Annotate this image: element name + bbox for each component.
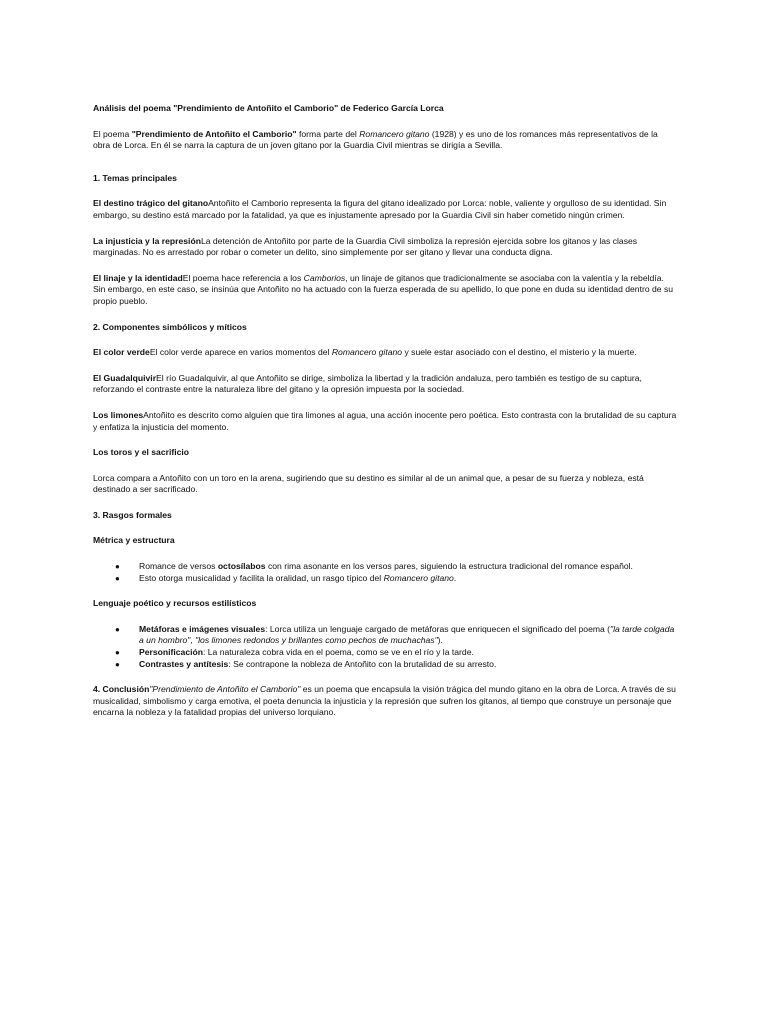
theme-linaje-label: El linaje y la identidad <box>93 272 183 283</box>
symbol-verde-text-a: El color verde aparece en varios momentos del <box>149 347 332 358</box>
intro-text-2: forma parte del <box>296 128 360 139</box>
lenguaje-list <box>93 624 677 670</box>
bullet-icon: ● <box>115 648 120 658</box>
lenguaje-1-q2: "los limones redondos y brillantes como pechos de muchachas" <box>195 635 438 646</box>
symbol-verde <box>93 347 677 359</box>
theme-linaje-text-b: , un linaje de gitanos que tradicionalmente se asociaba con la valentía y la rebeldía. Sin embargo, en este caso, se insinúa que Antoñito no ha actuado con la fuerza esperada de su apellido, lo que pone en duda su identidad dentro de su propio pueblo. <box>93 272 674 306</box>
section-3-heading: 3. Rasgos formales <box>93 509 172 520</box>
symbol-verde-italic: Romancero gitano <box>331 347 403 358</box>
theme-destino-label: El destino trágico del gitano <box>93 198 209 209</box>
metrica-2-italic: Romancero gitano <box>383 572 454 583</box>
section-2-heading: 2. Componentes simbólicos y míticos <box>93 321 247 332</box>
bullet-icon: ● <box>115 573 120 583</box>
symbol-limones <box>93 410 677 433</box>
metrica-1-b: con rima asonante en los versos pares, siguiendo la estructura tradicional del romance español. <box>265 561 633 572</box>
document-content <box>93 103 677 733</box>
lenguaje-1-c: , <box>190 635 196 646</box>
lenguaje-3-label: Contrastes y antítesis <box>139 658 229 669</box>
intro-bold-title: "Prendimiento de Antoñito el Camborio" <box>131 128 297 139</box>
lenguaje-2-label: Personificación <box>139 647 203 658</box>
symbol-guadalquivir-label: El Guadalquivir <box>93 372 157 383</box>
symbol-limones-text: Antoñito es descrito como alguien que tira limones al agua, una acción inocente pero poética. Esto contrasta con la brutalidad de su captura y enfatiza la injusticia del momento. <box>93 409 677 432</box>
lenguaje-1-a: : Lorca utiliza un lenguaje cargado de metáforas que enriquecen el significado del poema ( <box>265 623 611 634</box>
lenguaje-2-a: : La naturaleza cobra vida en el poema, como se ve en el río y la tarde. <box>203 647 474 658</box>
conclusion-italic: "Prendimiento de Antoñito el Camborio" <box>149 684 301 695</box>
intro-text-1: El poema <box>93 128 132 139</box>
list-item <box>93 647 677 659</box>
conclusion-text: es un poema que encapsula la visión trágica del mundo gitano en la obra de Lorca. A través de su musicalidad, simbolismo y carga emotiva, el poeta denuncia la injusticia y la represión que sufren los gitanos, al tiempo que construye un personaje que encarna la nobleza y la fatalidad propias del universo lorquiano. <box>93 684 676 718</box>
lenguaje-1-q1: "la tarde colgada a un hombro" <box>139 623 675 646</box>
theme-injusticia-text: La detención de Antoñito por parte de la Guardia Civil simboliza la represión ejercida sobre los gitanos y las clases marginadas. No es arrestado por robar o cometer un delito, sino simplemente por ser gitano y llevar una conducta digna. <box>93 235 638 258</box>
metrica-2-b: . <box>453 572 457 583</box>
conclusion-paragraph <box>93 684 677 719</box>
list-item <box>93 561 677 573</box>
lenguaje-3-a: : Se contrapone la nobleza de Antoñito con la brutalidad de su arresto. <box>228 658 497 669</box>
metrica-1-a: Romance de versos <box>139 561 218 572</box>
list-item <box>93 573 677 585</box>
document-title: Análisis del poema "Prendimiento de Antoñito el Camborio" de Federico García Lorca <box>93 103 444 113</box>
intro-paragraph <box>93 129 677 152</box>
metrica-list <box>93 561 677 584</box>
list-item <box>93 659 677 671</box>
symbol-guadalquivir-text: El río Guadalquivir, al que Antoñito se dirige, simboliza la libertad y la tradición andaluza, pero también es testigo de su captura, reforzando el contraste entre la naturaleza libre del gitano y la opresión impuesta por la sociedad. <box>93 372 642 395</box>
bullet-icon: ● <box>115 624 120 634</box>
lenguaje-1-d: ). <box>437 635 443 646</box>
lenguaje-1-label: Metáforas e imágenes visuales <box>139 623 266 634</box>
theme-injusticia-label: La injusticia y la represión <box>93 235 201 246</box>
bullet-icon: ● <box>115 562 120 572</box>
theme-injusticia <box>93 236 677 259</box>
list-item <box>93 624 677 647</box>
theme-destino-text: Antoñito el Camborio representa la figura del gitano idealizado por Lorca: noble, valiente y orgulloso de su identidad. Sin embargo, su destino está marcado por la fatalidad, ya que es injustamente apresado por la Guardia Civil sin haber cometido ningún crimen. <box>93 198 667 220</box>
theme-linaje-italic: Camborios <box>303 272 346 283</box>
metrica-2-a: Esto otorga musicalidad y facilita la oralidad, un rasgo típico del <box>139 572 384 583</box>
section-1-heading: 1. Temas principales <box>93 172 177 183</box>
lenguaje-heading: Lenguaje poético y recursos estilísticos <box>93 598 257 609</box>
symbol-limones-label: Los limones <box>93 409 144 420</box>
conclusion-label: 4. Conclusión <box>93 684 150 695</box>
intro-text-3: (1928) y es uno de los romances más representativos de la obra de Lorca. En él se narra la captura de un joven gitano por la Guardia Civil mientras se dirigía a Sevilla. <box>93 128 658 151</box>
theme-linaje <box>93 273 677 308</box>
theme-linaje-text-a: El poema hace referencia a los <box>182 272 304 283</box>
theme-destino <box>93 198 677 221</box>
symbol-toros-text: Lorca compara a Antoñito con un toro en la arena, sugiriendo que su destino es similar al de un animal que, a pesar de su fuerza y nobleza, está destinado a ser sacrificado. <box>93 472 644 495</box>
intro-italic-book: Romancero gitano <box>359 128 430 139</box>
symbol-verde-text-b: y suele estar asociado con el destino, el misterio y la muerte. <box>402 347 637 358</box>
symbol-toros-heading: Los toros y el sacrificio <box>93 447 189 458</box>
symbol-verde-label: El color verde <box>93 347 150 358</box>
metrica-1-bold: octosílabos <box>217 561 266 572</box>
metrica-heading: Métrica y estructura <box>93 535 175 546</box>
symbol-guadalquivir <box>93 373 677 396</box>
bullet-icon: ● <box>115 659 120 669</box>
